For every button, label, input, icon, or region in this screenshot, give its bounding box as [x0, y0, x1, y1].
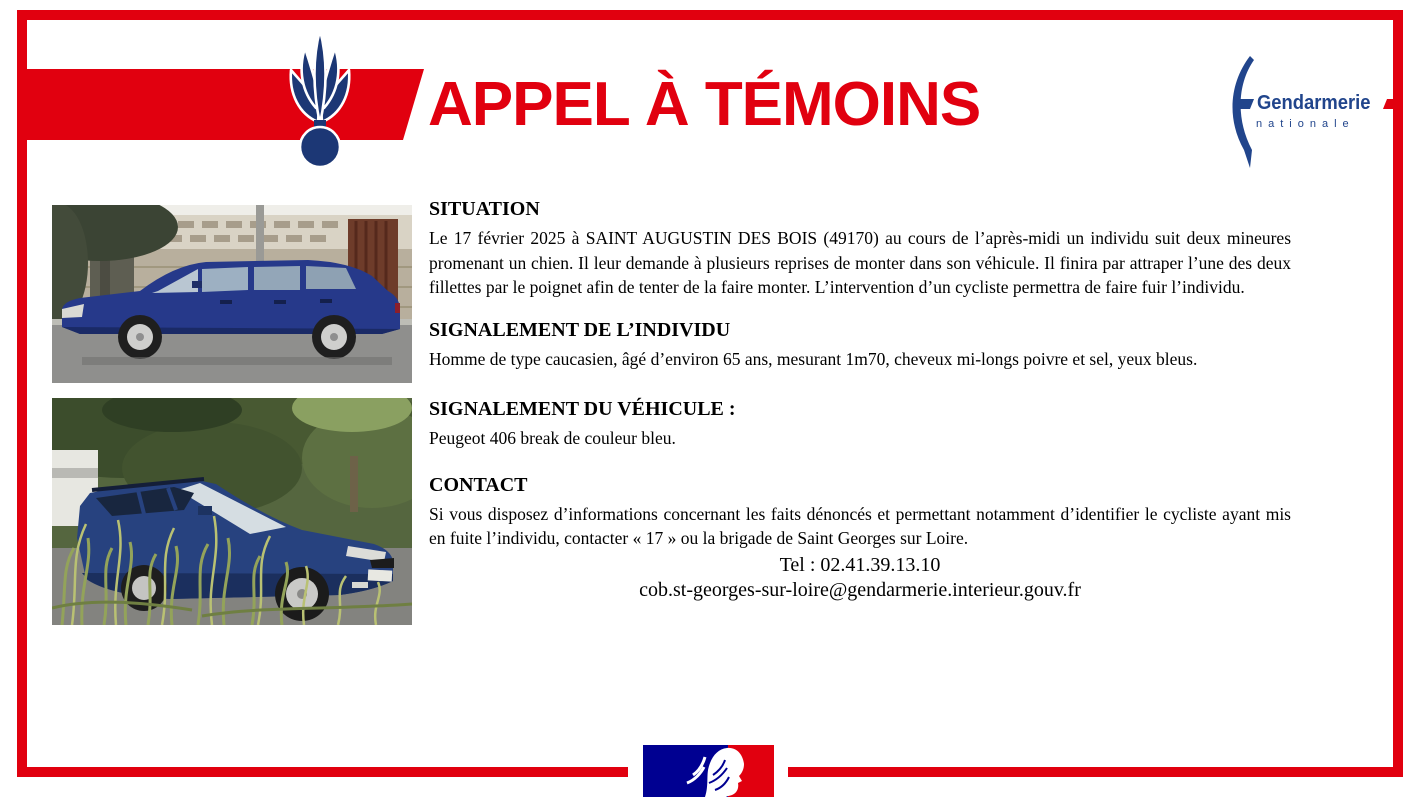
- logo-brand-name: Gendarmerie: [1257, 92, 1371, 114]
- section-heading-contact: CONTACT: [429, 473, 528, 496]
- vehicle-photo-front: [52, 398, 412, 625]
- section-body-situation: Le 17 février 2025 à SAINT AUGUSTIN DES BOIS (49170) au cours de l’après-midi un individu suit deux mineures promenant un chien. Il leur demande à plusieurs reprises de monter dans son véhicule. Il finira par attraper l’une des deux fillettes par le poignet afin de tenter de la faire monter. L’intervention d’un cycliste permettra de faire fuir l’individu.: [429, 228, 1291, 297]
- vehicle-photo-front-illustration: [52, 398, 412, 625]
- section-body-individu: Homme de type caucasien, âgé d’environ 65 ans, mesurant 1m70, cheveux mi-longs poivre et sel, yeux bleus.: [429, 348, 1198, 369]
- section-heading-situation: SITUATION: [429, 198, 540, 220]
- header-red-band: [17, 69, 424, 140]
- logo-red-parallelogram-icon: [1383, 99, 1401, 109]
- contact-phone: Tel : 02.41.39.13.10: [779, 553, 941, 576]
- poster-title: APPEL À TÉMOINS: [428, 70, 981, 139]
- logo-brand-sub: nationale: [1256, 118, 1355, 130]
- gendarmerie-nationale-logo: [1222, 52, 1372, 177]
- section-body-vehicule: Peugeot 406 break de couleur bleu.: [429, 428, 676, 448]
- logo-wordmark-row: [1238, 92, 1399, 115]
- french-government-logo: [643, 745, 774, 797]
- vehicle-photo-side: [52, 205, 412, 383]
- gendarmerie-flame-icon: [283, 28, 357, 172]
- contact-email: cob.st-georges-sur-loire@gendarmerie.interieur.gouv.fr: [639, 578, 1081, 601]
- logo-swoosh-icon: [1224, 56, 1256, 174]
- section-heading-vehicule: SIGNALEMENT DU VÉHICULE :: [429, 398, 736, 420]
- section-body-contact: Si vous disposez d’informations concernant les faits dénoncés et permettant notamment d’identifier le cycliste ayant mis en fuite l’individu, contacter « 17 » ou la brigade de Saint Georges sur Loire.: [429, 503, 1291, 548]
- vehicle-photo-side-illustration: [52, 205, 412, 383]
- logo-blue-parallelogram-icon: [1236, 99, 1254, 109]
- section-heading-individu: SIGNALEMENT DE L’INDIVIDU: [429, 318, 731, 341]
- text-column: [429, 198, 1291, 603]
